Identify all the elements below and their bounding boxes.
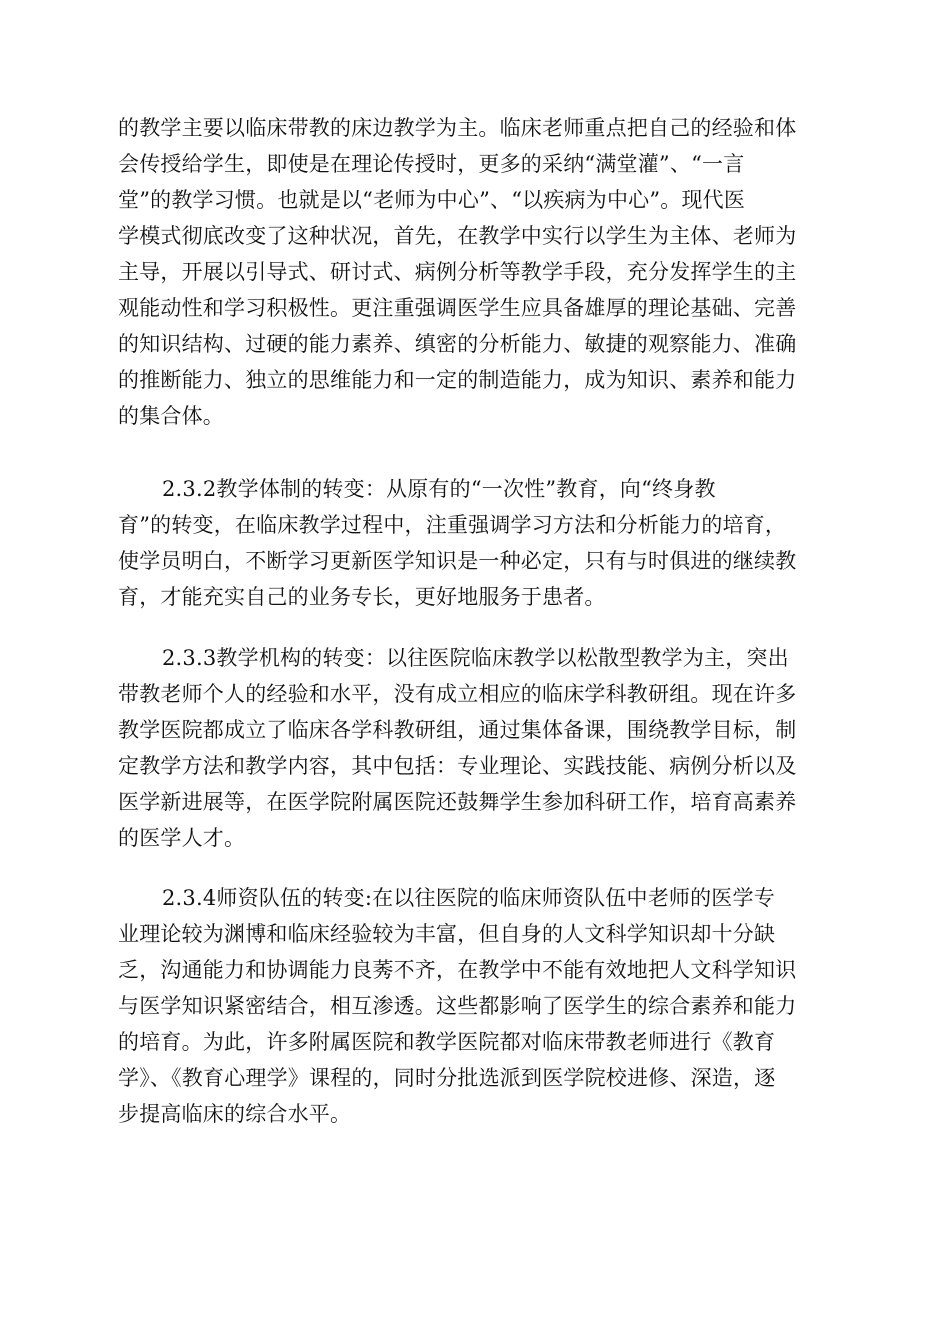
paragraph-line: 与医学知识紧密结合，相互渗透。这些都影响了医学生的综合素养和能力: [118, 994, 797, 1018]
paragraph-line: 医学新进展等，在医学院附属医院还鼓舞学生参加科研工作，培育高素养: [118, 790, 797, 814]
paragraph-line: 使学员明白，不断学习更新医学知识是一种必定，只有与时俱进的继续教: [118, 549, 797, 573]
paragraph-line: 2.3.2教学体制的转变：从原有的“一次性”教育，向“终身教: [162, 477, 716, 501]
paragraph-line: 会传授给学生，即使是在理论传授时，更多的采纳“满堂灌”、“一言: [118, 152, 745, 176]
paragraph-line: 的推断能力、独立的思维能力和一定的制造能力，成为知识、素养和能力: [118, 368, 797, 392]
paragraph-line: 教学医院都成立了临床各学科教研组，通过集体备课，围绕教学目标，制: [118, 718, 797, 742]
paragraph-line: 的医学人才。: [118, 826, 246, 850]
paragraph-line: 育”的转变，在临床教学过程中，注重强调学习方法和分析能力的培育，: [118, 513, 787, 537]
paragraph-line: 主导，开展以引导式、研讨式、病例分析等教学手段，充分发挥学生的主: [118, 260, 797, 284]
paragraph-line: 的集合体。: [118, 404, 224, 428]
paragraph-2-3-3: [118, 640, 838, 856]
paragraph-line: 业理论较为渊博和临床经验较为丰富，但自身的人文科学知识却十分缺: [118, 922, 776, 946]
paragraph-line: 的知识结构、过硬的能力素养、缜密的分析能力、敏捷的观察能力、准确: [118, 332, 797, 356]
paragraph-line: 乏，沟通能力和协调能力良莠不齐，在教学中不能有效地把人文科学知识: [118, 958, 797, 982]
paragraph-line: 的培育。为此，许多附属医院和教学医院都对临床带教老师进行《教育: [118, 1030, 776, 1054]
paragraph-line: 观能动性和学习积极性。更注重强调医学生应具备雄厚的理论基础、完善: [118, 296, 797, 320]
paragraph-2-3-4: [118, 880, 838, 1132]
paragraph-line: 步提高临床的综合水平。: [118, 1102, 352, 1126]
paragraph-intro: [118, 110, 838, 434]
paragraph-2-3-2: [118, 471, 838, 615]
paragraph-line: 定教学方法和教学内容，其中包括：专业理论、实践技能、病例分析以及: [118, 754, 797, 778]
paragraph-line: 育，才能充实自己的业务专长，更好地服务于患者。: [118, 585, 606, 609]
paragraph-line: 学模式彻底改变了这种状况，首先，在教学中实行以学生为主体、老师为: [118, 224, 797, 248]
paragraph-line: 的教学主要以临床带教的床边教学为主。临床老师重点把自己的经验和体: [118, 116, 797, 140]
paragraph-line: 堂”的教学习惯。也就是以“老师为中心”、“以疾病为中心”。现代医: [118, 188, 746, 212]
paragraph-line: 2.3.4师资队伍的转变:在以往医院的临床师资队伍中老师的医学专: [162, 886, 775, 910]
paragraph-line: 2.3.3教学机构的转变：以往医院临床教学以松散型教学为主，突出: [162, 646, 789, 670]
paragraph-line: 学》、《教育心理学》课程的，同时分批选派到医学院校进修、深造，逐: [118, 1066, 776, 1090]
paragraph-line: 带教老师个人的经验和水平，没有成立相应的临床学科教研组。现在许多: [118, 682, 797, 706]
